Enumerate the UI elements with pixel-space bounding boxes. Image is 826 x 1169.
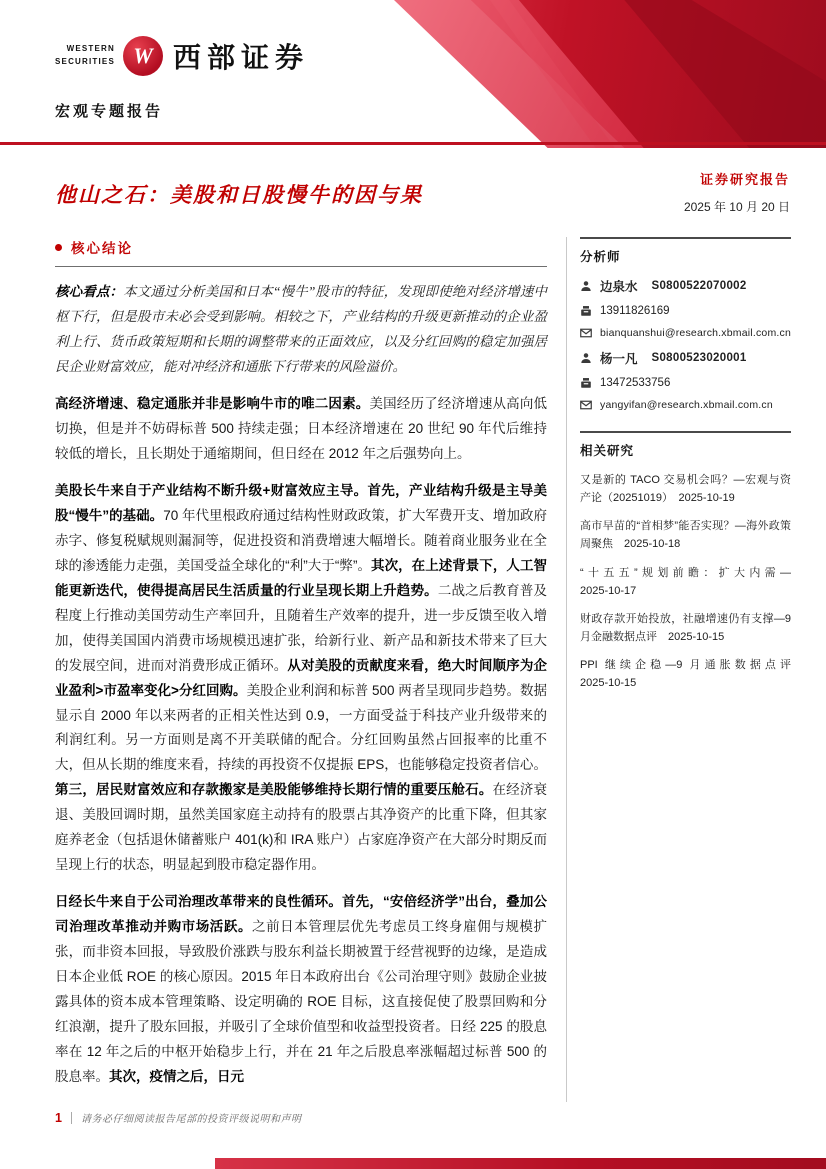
report-type-label: 宏观专题报告 xyxy=(55,103,164,120)
sidebar xyxy=(566,237,791,1102)
report-date: 2025 年 10 月 20 日 xyxy=(683,200,790,214)
section-title: 核心结论 xyxy=(71,241,133,256)
report-meta xyxy=(684,169,790,215)
analyst-name: 杨一凡 xyxy=(600,352,638,366)
paragraph xyxy=(55,479,547,879)
section-header xyxy=(55,237,547,267)
analyst-block xyxy=(580,349,791,411)
footer-disclaimer: 请务必仔细阅读报告尾部的投资评级说明和声明 xyxy=(80,1114,302,1125)
analyst-email: yangyifan@research.xbmail.com.cn xyxy=(600,399,773,411)
emphasis-text: 从对美股的贡献度来看，绝大时间顺序为企业盈利>市盈率变化>分红回购。 xyxy=(55,657,548,698)
brand-name-en xyxy=(55,43,115,69)
related-research-date: 2025-10-17 xyxy=(580,584,637,597)
person-icon xyxy=(580,280,592,292)
emphasis-text: 其次，疫情之后，日元 xyxy=(109,1069,244,1085)
report-header xyxy=(0,0,826,121)
related-research-date: 2025-10-18 xyxy=(624,538,681,551)
person-icon xyxy=(580,352,592,364)
related-research-date: 2025-10-15 xyxy=(580,677,637,690)
related-research-list xyxy=(580,471,791,692)
related-research-title: “十五五”规划前瞻：扩大内需— xyxy=(580,566,792,579)
page-footer xyxy=(55,1110,301,1125)
emphasis-text: 其次，在上述背景下，人工智能更新迭代，使得提高居民生活质量的行业呈现长期上升趋势。 xyxy=(55,557,548,598)
body-text: 之前日本管理层优先考虑员工终身雇佣与规模扩张，而非资本回报，导致股价涨跌与股东利益长期被置于经营视野的边缘，是造成日本企业低 ROE 的核心原因。2015 年日本政府出台《公司治理守则》鼓励企业披露具体的资本成本管理策略、设定明确的 ROE 目标，这直接促使了股票回购和分红浪潮，提升了股东回报，并吸引了全球价值型和收益型投资者。日经 225 的股息率在 12 年之后的中枢开始稳步上行，并在 21 年之后股息率涨幅超过标普 500 的股息率。 xyxy=(55,919,548,1085)
analyst-name: 边泉水 xyxy=(600,280,638,294)
related-research-title: 高市早苗的“首相梦”能否实现？—海外政策周聚焦 xyxy=(580,520,792,551)
related-research-date: 2025-10-15 xyxy=(668,630,725,643)
analysts-section-title: 分析师 xyxy=(580,237,791,265)
analysts-list xyxy=(580,277,791,411)
main-column xyxy=(55,237,547,1102)
emphasis-text: 第三，居民财富效应和存款搬家是美股能够维持长期行情的重要压舱石。 xyxy=(55,782,493,798)
related-research-item xyxy=(580,656,791,692)
emphasis-text: 日经长牛来自于公司治理改革带来的良性循环。首先，“安倍经济学”出台，叠加公司治理改革推动并购市场活跃。 xyxy=(55,894,547,935)
analyst-cert-number: S0800523020001 xyxy=(651,352,747,364)
analyst-phone-row xyxy=(580,377,791,389)
bullet-icon xyxy=(55,244,62,251)
content-area xyxy=(0,215,826,1102)
brand-name-en-line2: SECURITIES xyxy=(55,57,116,66)
analyst-name-row xyxy=(580,277,791,295)
brand-name-cn: 西部证券 xyxy=(173,42,310,73)
brand-logo xyxy=(55,36,826,76)
related-research-title: 财政存款开始投放，社融增速仍有支撑—9月金融数据点评 xyxy=(580,612,792,643)
phone-icon xyxy=(580,377,592,389)
analyst-email-row xyxy=(580,327,791,339)
analyst-cert-number: S0800522070002 xyxy=(651,280,747,292)
related-research-title: PPI 继续企稳—9 月通胀数据点评 xyxy=(580,659,792,672)
paragraph xyxy=(55,392,547,467)
analyst-name-row xyxy=(580,349,791,367)
email-icon xyxy=(580,399,592,411)
related-research-item xyxy=(580,517,791,553)
footer-divider xyxy=(71,1112,72,1124)
brand-logo-icon: W xyxy=(123,36,163,76)
paragraph xyxy=(55,280,547,380)
header-divider xyxy=(0,142,826,145)
report-category-label: 证券研究报告 xyxy=(699,172,790,187)
related-research-item xyxy=(580,564,791,600)
body-text: 二战之后教育普及程度上行推动美国劳动生产率回升，且随着生产效率的提升，进一步反馈至收入增加，使得美国国内消费市场规模迅速扩张，给新行业、新产品和新技术带来了巨大的发展空间，进而对消费形成正循环。 xyxy=(55,582,548,673)
paragraph xyxy=(55,890,547,1090)
analyst-phone: 13911826169 xyxy=(600,305,670,317)
body-text: 美国经历了经济增速从高向低切换，但是并不妨碍标普 500 持续走强；日本经济增速在 20 世纪 90 年代后维持较低的增长，且长期处于通缩期间，但日经在 2012 年之后强势向上。 xyxy=(55,395,548,461)
analyst-phone-row xyxy=(580,305,791,317)
related-research-title: 又是新的 TACO 交易机会吗？—宏观与资产论（20251019） xyxy=(580,474,792,505)
body-text: 本文通过分析美国和日本“慢牛”股市的特征，发现即使绝对经济增速中枢下行，但是股市未必会受到影响。相较之下，产业结构的升级更新推动的企业盈利上行、货币政策短期和长期的调整带来的正面效应，以及分红回购的稳定加强居民企业财富效应，能对冲经济和通胀下行带来的风险溢价。 xyxy=(55,284,548,374)
title-row xyxy=(0,145,826,215)
related-research-item xyxy=(580,471,791,507)
page-number: 1 xyxy=(55,1110,62,1125)
emphasis-text: 核心看点： xyxy=(55,284,124,299)
related-research-item xyxy=(580,610,791,646)
body-text: 70 年代里根政府通过结构性财政政策，扩大军费开支、增加政府赤字、修复税赋规则漏洞等，促进投资和消费增速大幅增长。随着商业服务业在全球的渗透能力走强，美国受益全球化的“利”大于“弊”。 xyxy=(55,507,547,573)
analyst-email: bianquanshui@research.xbmail.com.cn xyxy=(600,327,792,339)
phone-icon xyxy=(580,305,592,317)
brand-name-en-line1: WESTERN xyxy=(66,44,116,54)
emphasis-text: 高经济增速、稳定通胀并非是影响牛市的唯二因素。 xyxy=(55,395,370,411)
body-text: 美股企业利润和标普 500 两者呈现同步趋势。数据显示自 2000 年以来两者的正相关性达到 0.9，一方面受益于科技产业升级带来的利润红利。另一方面则是离不开美联储的配合。分红回购虽然占回报率的比重不大，但从长期的维度来看，持续的再投资不仅提振 EPS，也能够稳定投资者信心。 xyxy=(55,682,547,773)
analyst-block xyxy=(580,277,791,339)
bottom-red-bar xyxy=(215,1158,826,1169)
analyst-phone: 13472533756 xyxy=(600,377,671,389)
analyst-email-row xyxy=(580,399,791,411)
email-icon xyxy=(580,327,592,339)
body-text: 在经济衰退、美股回调时期，虽然美国家庭主动持有的股票占其净资产的比重下降，但其家庭养老金（包括退休储蓄账户 401(k)和 IRA 账户）占家庭净资产在大部分时期反而呈现上行的状态，明显起到股市稳定器作用。 xyxy=(55,782,547,873)
emphasis-text: 美股长牛来自于产业结构不断升级+财富效应主导。首先，产业结构升级是主导美股“慢牛”的基础。 xyxy=(55,482,547,523)
related-research-date: 2025-10-19 xyxy=(678,492,735,505)
body-paragraphs xyxy=(55,280,547,1090)
page-title: 他山之石：美股和日股慢牛的因与果 xyxy=(55,183,423,207)
related-research-section-title: 相关研究 xyxy=(580,431,791,459)
